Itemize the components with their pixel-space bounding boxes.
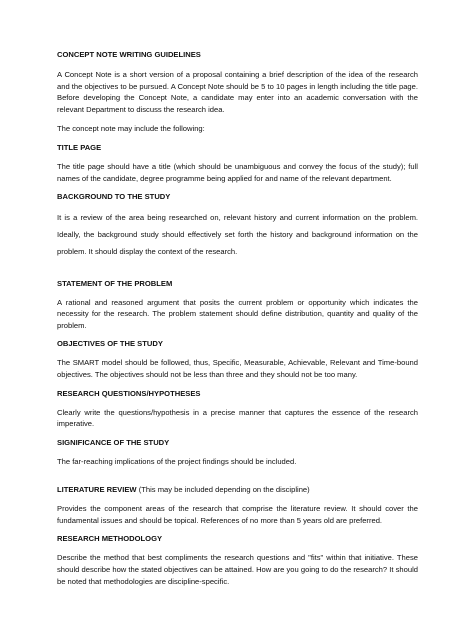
objectives-body: The SMART model should be followed, thus, Specific, Measurable, Achievable, Relevant and Time-bound objectives. The objectives should not be less than three and they should not be too many. <box>57 358 418 379</box>
questions-heading: RESEARCH QUESTIONS/HYPOTHESES <box>57 388 201 398</box>
significance-heading: SIGNIFICANCE OF THE STUDY <box>57 437 170 447</box>
literature-note: (This may be included depending on the discipline) <box>138 485 310 495</box>
background-heading: BACKGROUND TO THE STUDY <box>57 192 171 202</box>
literature-heading-line <box>57 485 418 495</box>
literature-body: Provides the component areas of the research that comprise the literature review. It should cover the fundamental issues and should be topical. References of no more than 5 years old are preferred. <box>57 504 418 525</box>
title-page-heading: TITLE PAGE <box>57 142 102 152</box>
intro-list-lead: The concept note may include the following: <box>57 124 205 134</box>
statement-body: A rational and reasoned argument that posits the current problem or opportunity which indicates the necessity for the research. The problem statement should define distribution, quantity and quality of the problem. <box>57 297 418 330</box>
questions-body: Clearly write the questions/hypothesis in a precise manner that captures the essence of the research imperative. <box>57 407 418 429</box>
title-page-body: The title page should have a title (which should be unambiguous and convey the focus of the study); full names of the candidate, degree programme being applied for and name of the relevant department. <box>57 161 418 183</box>
methodology-body: Describe the method that best compliments the research questions and "fits" within that initiative. These should describe how the stated objectives can be attained. How are you going to do the research? It should be noted that methodologies are discipline-specific. <box>57 553 418 586</box>
methodology-heading: RESEARCH METHODOLOGY <box>57 534 163 544</box>
background-body: It is a review of the area being researched on, relevant history and current information on the problem. Ideally, the background study should effectively set forth the history and background information on the problem. It should display the context of the research. <box>57 213 418 256</box>
intro-paragraph: A Concept Note is a short version of a proposal containing a brief description of the idea of the research and the objectives to be pursued. A Concept Note should be 5 to 10 pages in length including the title page. Before developing the Concept Note, a candidate may enter into an academic conversation with the relevant Department to discuss the research idea. <box>57 70 418 114</box>
significance-body: The far-reaching implications of the project findings should be included. <box>57 456 297 466</box>
literature-heading: LITERATURE REVIEW <box>57 485 137 495</box>
statement-heading: STATEMENT OF THE PROBLEM <box>57 278 173 288</box>
objectives-heading: OBJECTIVES OF THE STUDY <box>57 339 163 349</box>
document-title: CONCEPT NOTE WRITING GUIDELINES <box>57 50 201 59</box>
